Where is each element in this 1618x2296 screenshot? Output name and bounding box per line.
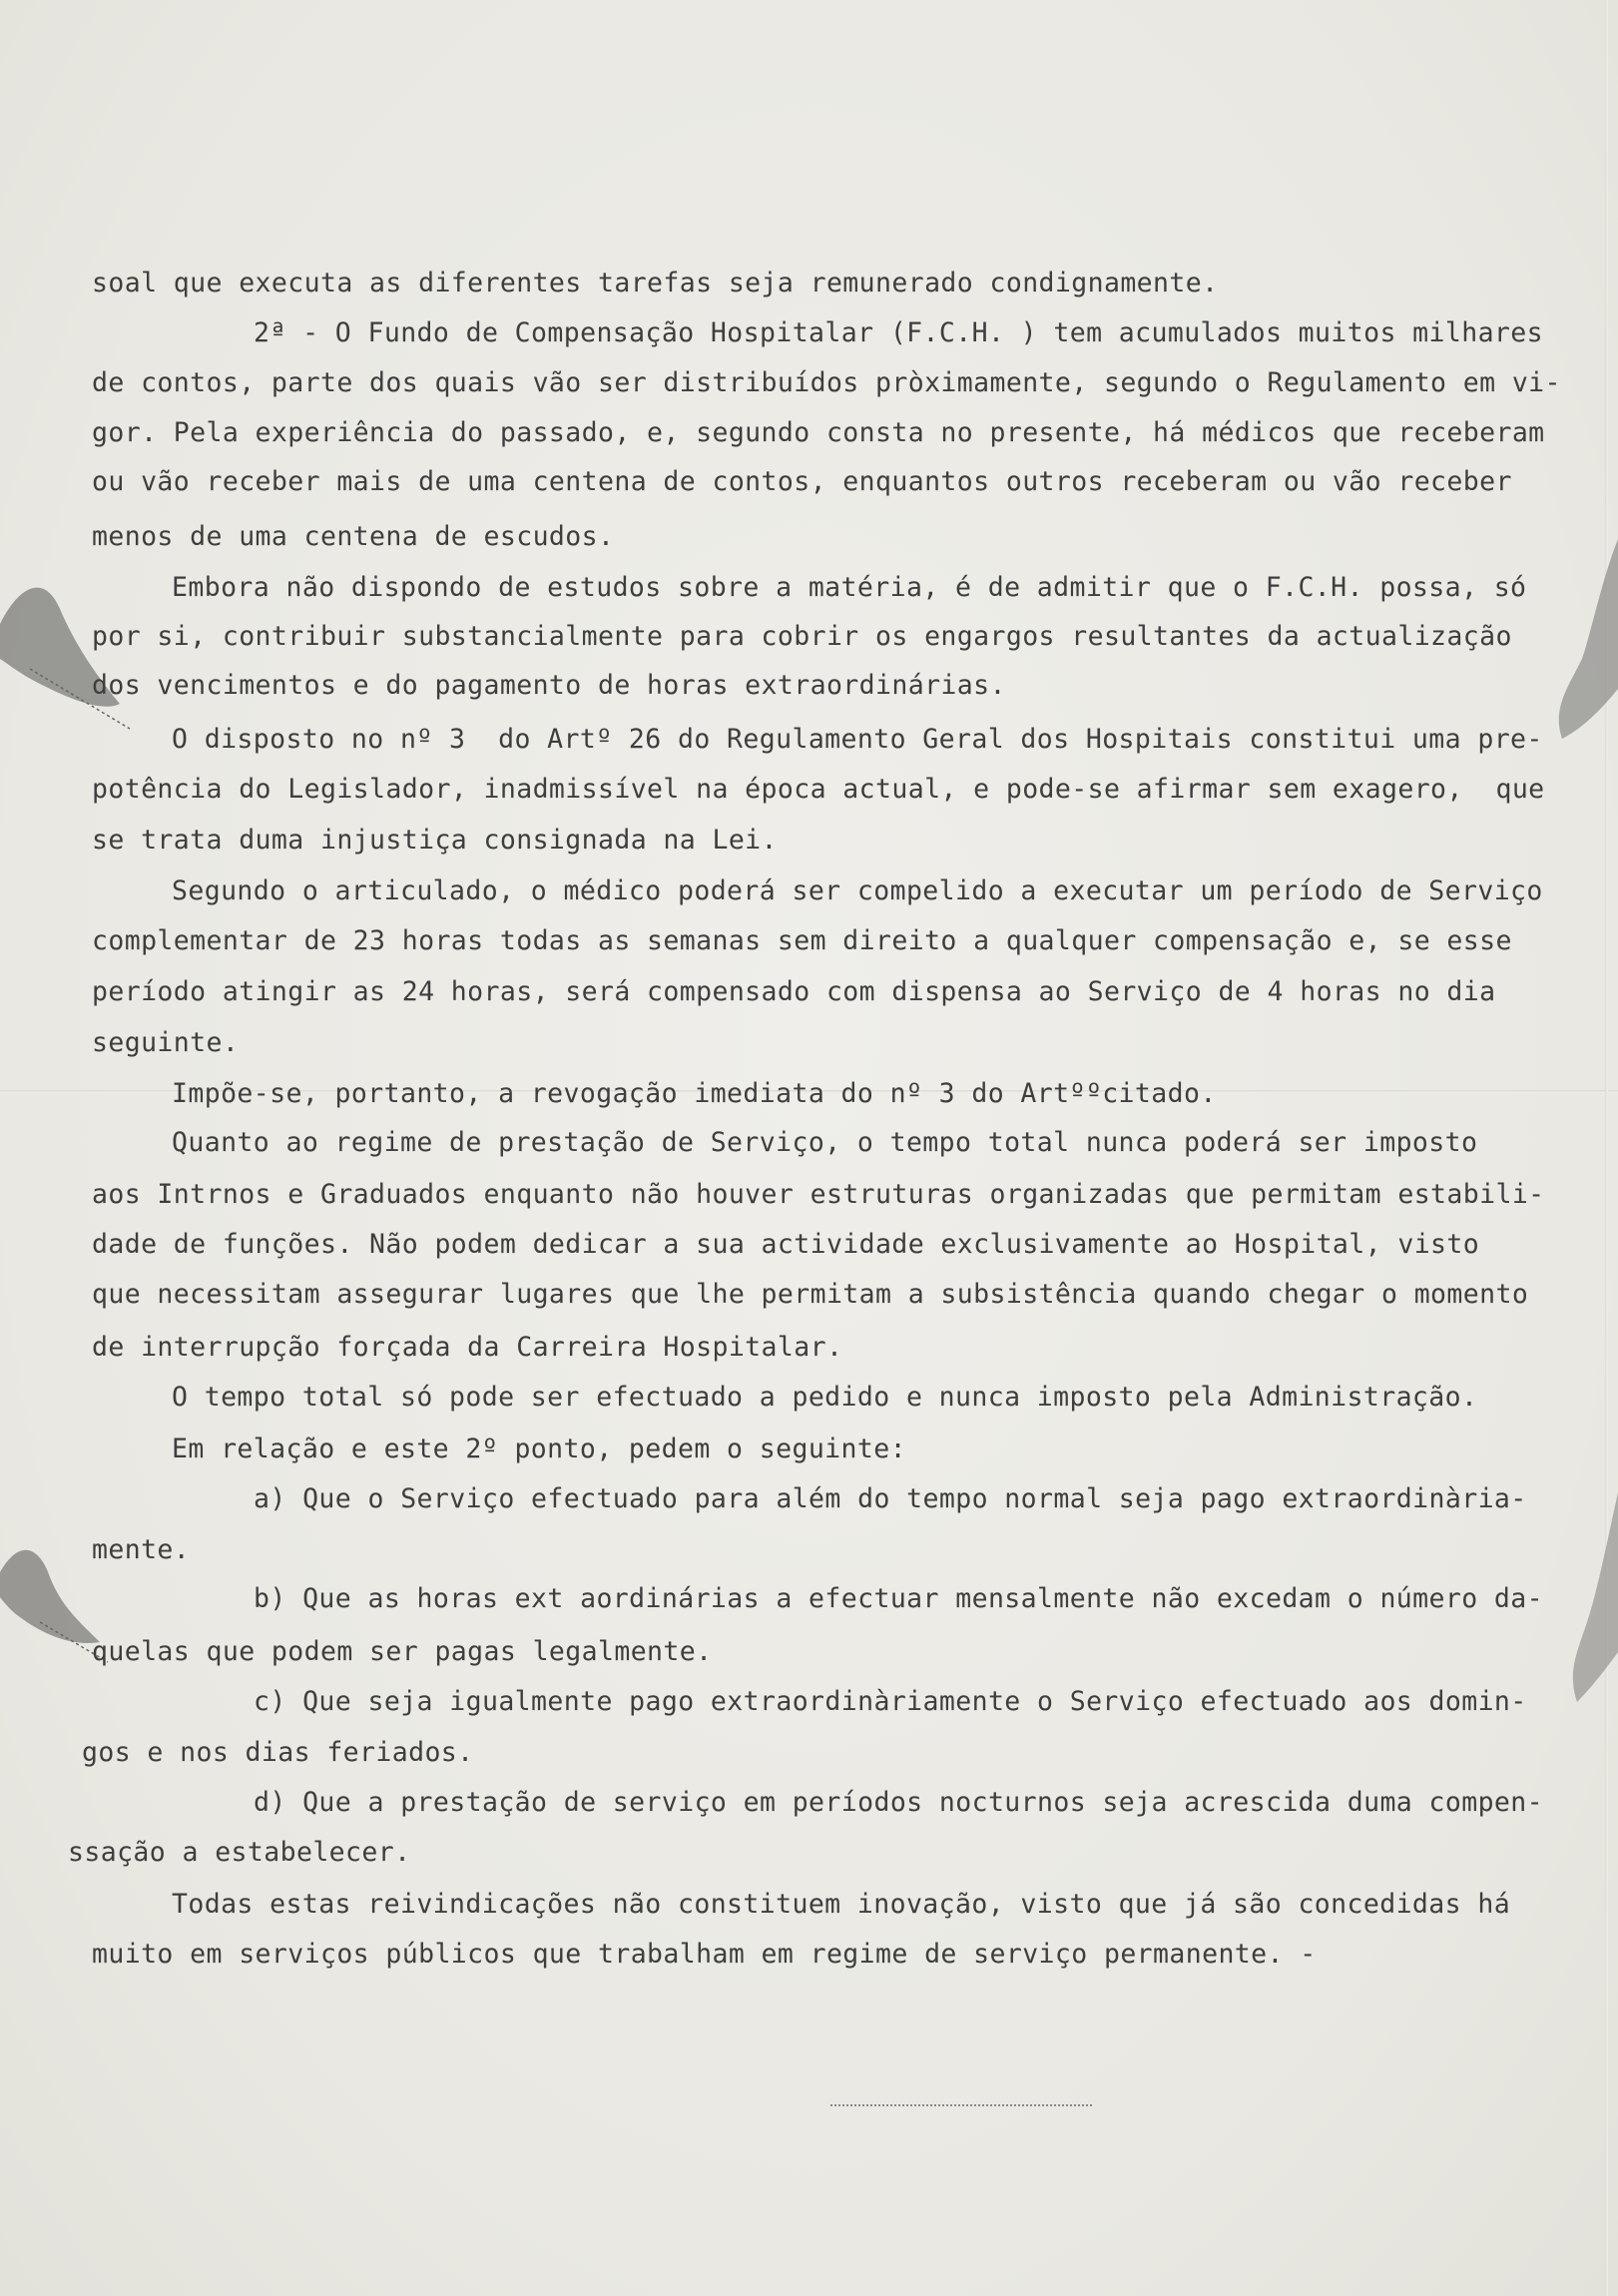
text-line: menos de uma centena de escudos. (92, 521, 615, 552)
text-line: c) Que seja igualmente pago extraordinàriamente o Serviço efectuado aos domin- (254, 1686, 1527, 1717)
text-line: b) Que as horas ext aordinárias a efectuar mensalmente não excedam o número da- (254, 1583, 1543, 1614)
text-line: 2ª - O Fundo de Compensação Hospitalar (F.C.H. ) tem acumulados muitos milhares (254, 317, 1543, 348)
text-line: gor. Pela experiência do passado, e, segundo consta no presente, há médicos que receberam (92, 417, 1545, 448)
text-line: ou vão receber mais de uma centena de contos, enquantos outros receberam ou vão receber (92, 466, 1512, 497)
text-line: Todas estas reivindicações não constituem inovação, visto que já são concedidas há (172, 1889, 1511, 1920)
text-line: potência do Legislador, inadmissível na época actual, e pode-se afirmar sem exagero, que (92, 774, 1545, 805)
text-line: dos vencimentos e do pagamento de horas extraordinárias. (92, 670, 1006, 701)
text-line: seguinte. (92, 1027, 240, 1058)
text-line: Embora não dispondo de estudos sobre a matéria, é de admitir que o F.C.H. possa, só (172, 572, 1527, 603)
text-line: de interrupção forçada da Carreira Hospitalar. (92, 1332, 843, 1363)
text-line: a) Que o Serviço efectuado para além do tempo normal seja pago extraordinària- (254, 1483, 1527, 1514)
text-line: d) Que a prestação de serviço em períodos nocturnos seja acrescida duma compen- (254, 1787, 1543, 1818)
text-line: Em relação e este 2º ponto, pedem o seguinte: (172, 1434, 906, 1464)
paper-fold-vertical (1605, 0, 1608, 2296)
text-line: O tempo total só pode ser efectuado a pedido e nunca imposto pela Administração. (172, 1382, 1478, 1413)
text-line: Segundo o articulado, o médico poderá ser compelido a executar um período de Serviço (172, 875, 1543, 906)
text-line: que necessitam assegurar lugares que lhe permitam a subsistência quando chegar o momento (92, 1279, 1529, 1310)
text-line: período atingir as 24 horas, será compensado com dispensa ao Serviço de 4 horas no dia (92, 976, 1496, 1007)
text-line: dade de funções. Não podem dedicar a sua actividade exclusivamente ao Hospital, visto (92, 1229, 1480, 1260)
text-line: Quanto ao regime de prestação de Serviço, o tempo total nunca poderá ser imposto (172, 1127, 1478, 1158)
text-line: Impõe-se, portanto, a revogação imediata do nº 3 do Artººcitado. (172, 1078, 1217, 1109)
typewriter-smudge-mark (830, 2104, 1092, 2116)
text-line: se trata duma injustiça consignada na Lei. (92, 825, 778, 856)
text-line: por si, contribuir substancialmente para cobrir os engargos resultantes da actualização (92, 621, 1512, 652)
text-line: de contos, parte dos quais vão ser distribuídos pròximamente, segundo o Regulamento em vi- (92, 367, 1561, 398)
text-line: aos Intrnos e Graduados enquanto não houver estruturas organizadas que permitam estabili- (92, 1179, 1545, 1210)
text-line: complementar de 23 horas todas as semanas sem direito a qualquer compensação e, se esse (92, 925, 1512, 956)
text-line: quelas que podem ser pagas legalmente. (92, 1636, 713, 1667)
text-line: O disposto no nº 3 do Artº 26 do Regulamento Geral dos Hospitais constitui uma pre- (172, 724, 1543, 755)
text-line: gos e nos dias feriados. (82, 1737, 474, 1768)
text-line: mente. (92, 1534, 191, 1565)
text-line: ssação a estabelecer. (68, 1837, 411, 1868)
text-line: muito em serviços públicos que trabalham em regime de serviço permanente. - (92, 1939, 1317, 1970)
text-line: soal que executa as diferentes tarefas seja remunerado condignamente. (92, 268, 1219, 298)
